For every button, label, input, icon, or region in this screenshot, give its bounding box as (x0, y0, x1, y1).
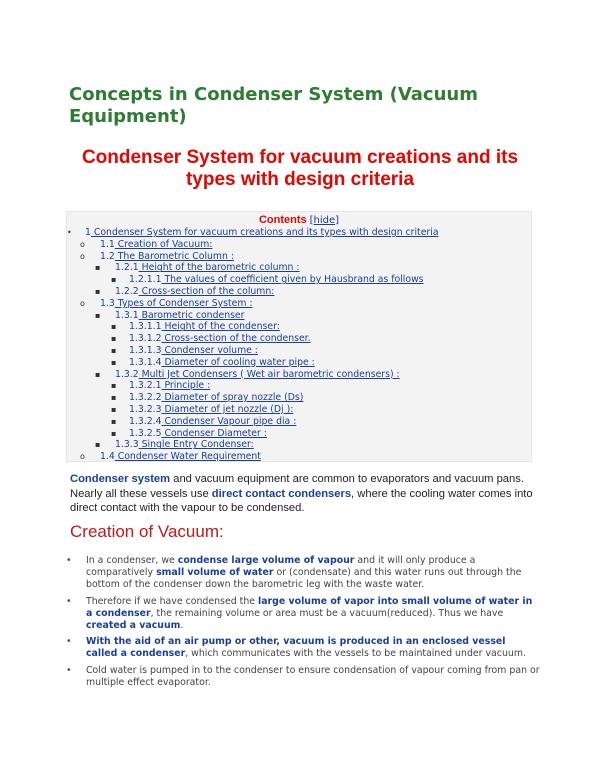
toc-bullet: ▪ (111, 405, 117, 414)
toc-item[interactable] (111, 380, 210, 391)
toc-item[interactable] (111, 428, 267, 439)
toc-number[interactable]: 1.3.1.4 (129, 356, 162, 368)
toc-bullet: ▪ (95, 369, 101, 379)
toc-number[interactable]: 1.3.2.1 (129, 380, 162, 392)
toc-number[interactable]: 1 (85, 227, 91, 238)
toc-number[interactable]: 1.2.2 (115, 286, 139, 297)
toc-bullet: ▪ (111, 381, 117, 391)
toc-bullet: • (67, 228, 72, 237)
toc-number[interactable]: 1.2 (100, 250, 115, 262)
toc-number[interactable]: 1.3.3 (115, 439, 139, 451)
toc-link[interactable]: Condenser System for vacuum creations and its types with design criteria (90, 227, 439, 238)
toc-item[interactable] (80, 451, 261, 462)
toc-number[interactable]: 1.3 (100, 297, 115, 309)
toc-link[interactable]: Multi Jet Condensers ( Wet air barometric condensers) : (138, 368, 400, 380)
toc-number[interactable]: 1.2.1 (115, 262, 139, 274)
toc-link[interactable]: Creation of Vacuum: (114, 238, 213, 250)
toc-item[interactable] (111, 345, 258, 356)
list-item: • With the aid of an air pump or other, vacuum is produced in an enclosed vessel called a condenser, which communicates with the vessels to be maintained under vacuum. (60, 636, 540, 660)
intro-paragraph: Condenser system and vacuum equipment are common to evaporators and vacuum pans. Nearly all these vessels use direct contact condensers, where the cooling water comes into direct contact with the vapour to be condensed. (70, 473, 533, 514)
toc-bullet: ▪ (95, 310, 101, 320)
toc-bullet: o (80, 452, 85, 462)
toc-hide-link[interactable]: hide (313, 215, 336, 226)
toc-bullet: ▪ (111, 393, 117, 403)
toc-link[interactable]: Cross-section of the column: (138, 286, 275, 297)
toc-number[interactable]: 1.3.2 (115, 368, 139, 380)
main-heading: Condenser System for vacuum creations and its types with design criteria (81, 147, 519, 190)
toc-number[interactable]: 1.3.2.4 (129, 415, 162, 427)
toc-number[interactable]: 1.2.1.1 (129, 274, 162, 286)
toc-item[interactable] (80, 298, 253, 309)
toc-link[interactable]: Diameter of spray nozzle (Ds) (161, 392, 304, 404)
toc-link[interactable]: The values of coefficient given by Hausbrand as follows (161, 274, 424, 286)
toc-item[interactable] (95, 310, 244, 321)
toc-header (67, 214, 531, 227)
toc-link[interactable]: Condenser Vapour pipe dia : (161, 415, 297, 427)
toc-item[interactable] (111, 416, 296, 427)
toc-bullet: ▪ (95, 440, 101, 450)
toc-link[interactable]: Height of the condenser: (161, 321, 280, 333)
toc-item[interactable] (111, 333, 311, 344)
toc-bullet: ▪ (111, 334, 117, 344)
toc-number[interactable]: 1.3.2.3 (129, 404, 162, 415)
toc-link[interactable]: Height of the barometric column : (138, 262, 300, 274)
section-heading-creation-of-vacuum: Creation of Vacuum: (70, 522, 224, 541)
toc-item[interactable] (95, 286, 274, 297)
toc-number[interactable]: 1.3.2.2 (129, 392, 162, 404)
toc-bullet: o (80, 239, 85, 249)
toc-link[interactable]: Condenser volume : (161, 345, 258, 356)
toc-bullet: ▪ (95, 263, 101, 273)
toc-link[interactable]: Barometric condenser (138, 309, 245, 321)
document-title: Concepts in Condenser System (Vacuum Equipment) (69, 84, 478, 127)
term-direct-contact-condensers: direct contact condensers (211, 487, 352, 500)
toc-item[interactable] (111, 404, 293, 415)
term-condenser-system: Condenser system (70, 473, 171, 485)
toc-link[interactable]: The Barometric Column : (114, 250, 234, 262)
toc-item[interactable] (111, 274, 424, 285)
toc-number[interactable]: 1.4 (100, 451, 115, 463)
toc-bullet: ▪ (111, 275, 117, 285)
toc-item[interactable] (95, 439, 254, 450)
creation-of-vacuum-list (60, 555, 540, 693)
toc-link[interactable]: Condenser Diameter : (161, 427, 267, 439)
toc-number[interactable]: 1.1 (100, 238, 115, 250)
toc-bullet: ▪ (111, 346, 117, 355)
toc-number[interactable]: 1.3.1.1 (129, 321, 162, 333)
list-item: • Therefore if we have condensed the large volume of vapor into small volume of water in a condenser, the remaining volume or area must be a vacuum(reduced). Thus we have created a vacuum. (60, 596, 540, 633)
toc-item[interactable] (80, 239, 212, 250)
toc-item[interactable] (111, 321, 280, 332)
toc-link[interactable]: Diameter of jet nozzle (Dj ): (161, 404, 294, 415)
toc-bullet: o (80, 298, 85, 308)
toc-item[interactable] (111, 392, 303, 403)
toc-link[interactable]: Condenser Water Requirement (114, 451, 261, 463)
toc-number[interactable]: 1.3.1.2 (129, 333, 162, 345)
table-of-contents (66, 211, 532, 462)
toc-link[interactable]: Single Entry Condenser: (138, 439, 254, 451)
toc-link[interactable]: Principle : (161, 380, 211, 392)
toc-bullet: ▪ (111, 357, 117, 367)
list-item: • In a condenser, we condense large volume of vapour and it will only produce a comparatively small volume of water or (condensate) and this water runs out through the bottom of the condenser down the barometric leg with the waste water. (60, 555, 540, 592)
toc-bullet: ▪ (95, 287, 101, 296)
toc-item[interactable] (111, 357, 315, 368)
toc-item[interactable] (80, 251, 234, 262)
toc-bullet: ▪ (111, 416, 117, 426)
toc-hide-toggle[interactable]: [hide] (309, 215, 340, 226)
toc-bullet: o (80, 251, 85, 261)
list-item: • Cold water is pumped in to the condenser to ensure condensation of vapour coming from pan or multiple effect evaporator. (60, 665, 540, 689)
toc-bullet: ▪ (111, 428, 117, 438)
toc-number[interactable]: 1.3.2.5 (129, 427, 162, 439)
toc-item[interactable] (95, 262, 300, 273)
toc-link[interactable]: Types of Condenser System : (114, 297, 253, 309)
toc-title: Contents (258, 214, 307, 226)
toc-link[interactable]: Cross-section of the condenser. (161, 333, 311, 345)
toc-link[interactable]: Diameter of cooling water pipe : (161, 356, 315, 368)
toc-number[interactable]: 1.3.1 (115, 309, 139, 321)
toc-number[interactable]: 1.3.1.3 (129, 345, 162, 356)
toc-bullet: ▪ (111, 322, 117, 332)
toc-item[interactable] (67, 227, 439, 238)
toc-item[interactable] (95, 369, 400, 380)
